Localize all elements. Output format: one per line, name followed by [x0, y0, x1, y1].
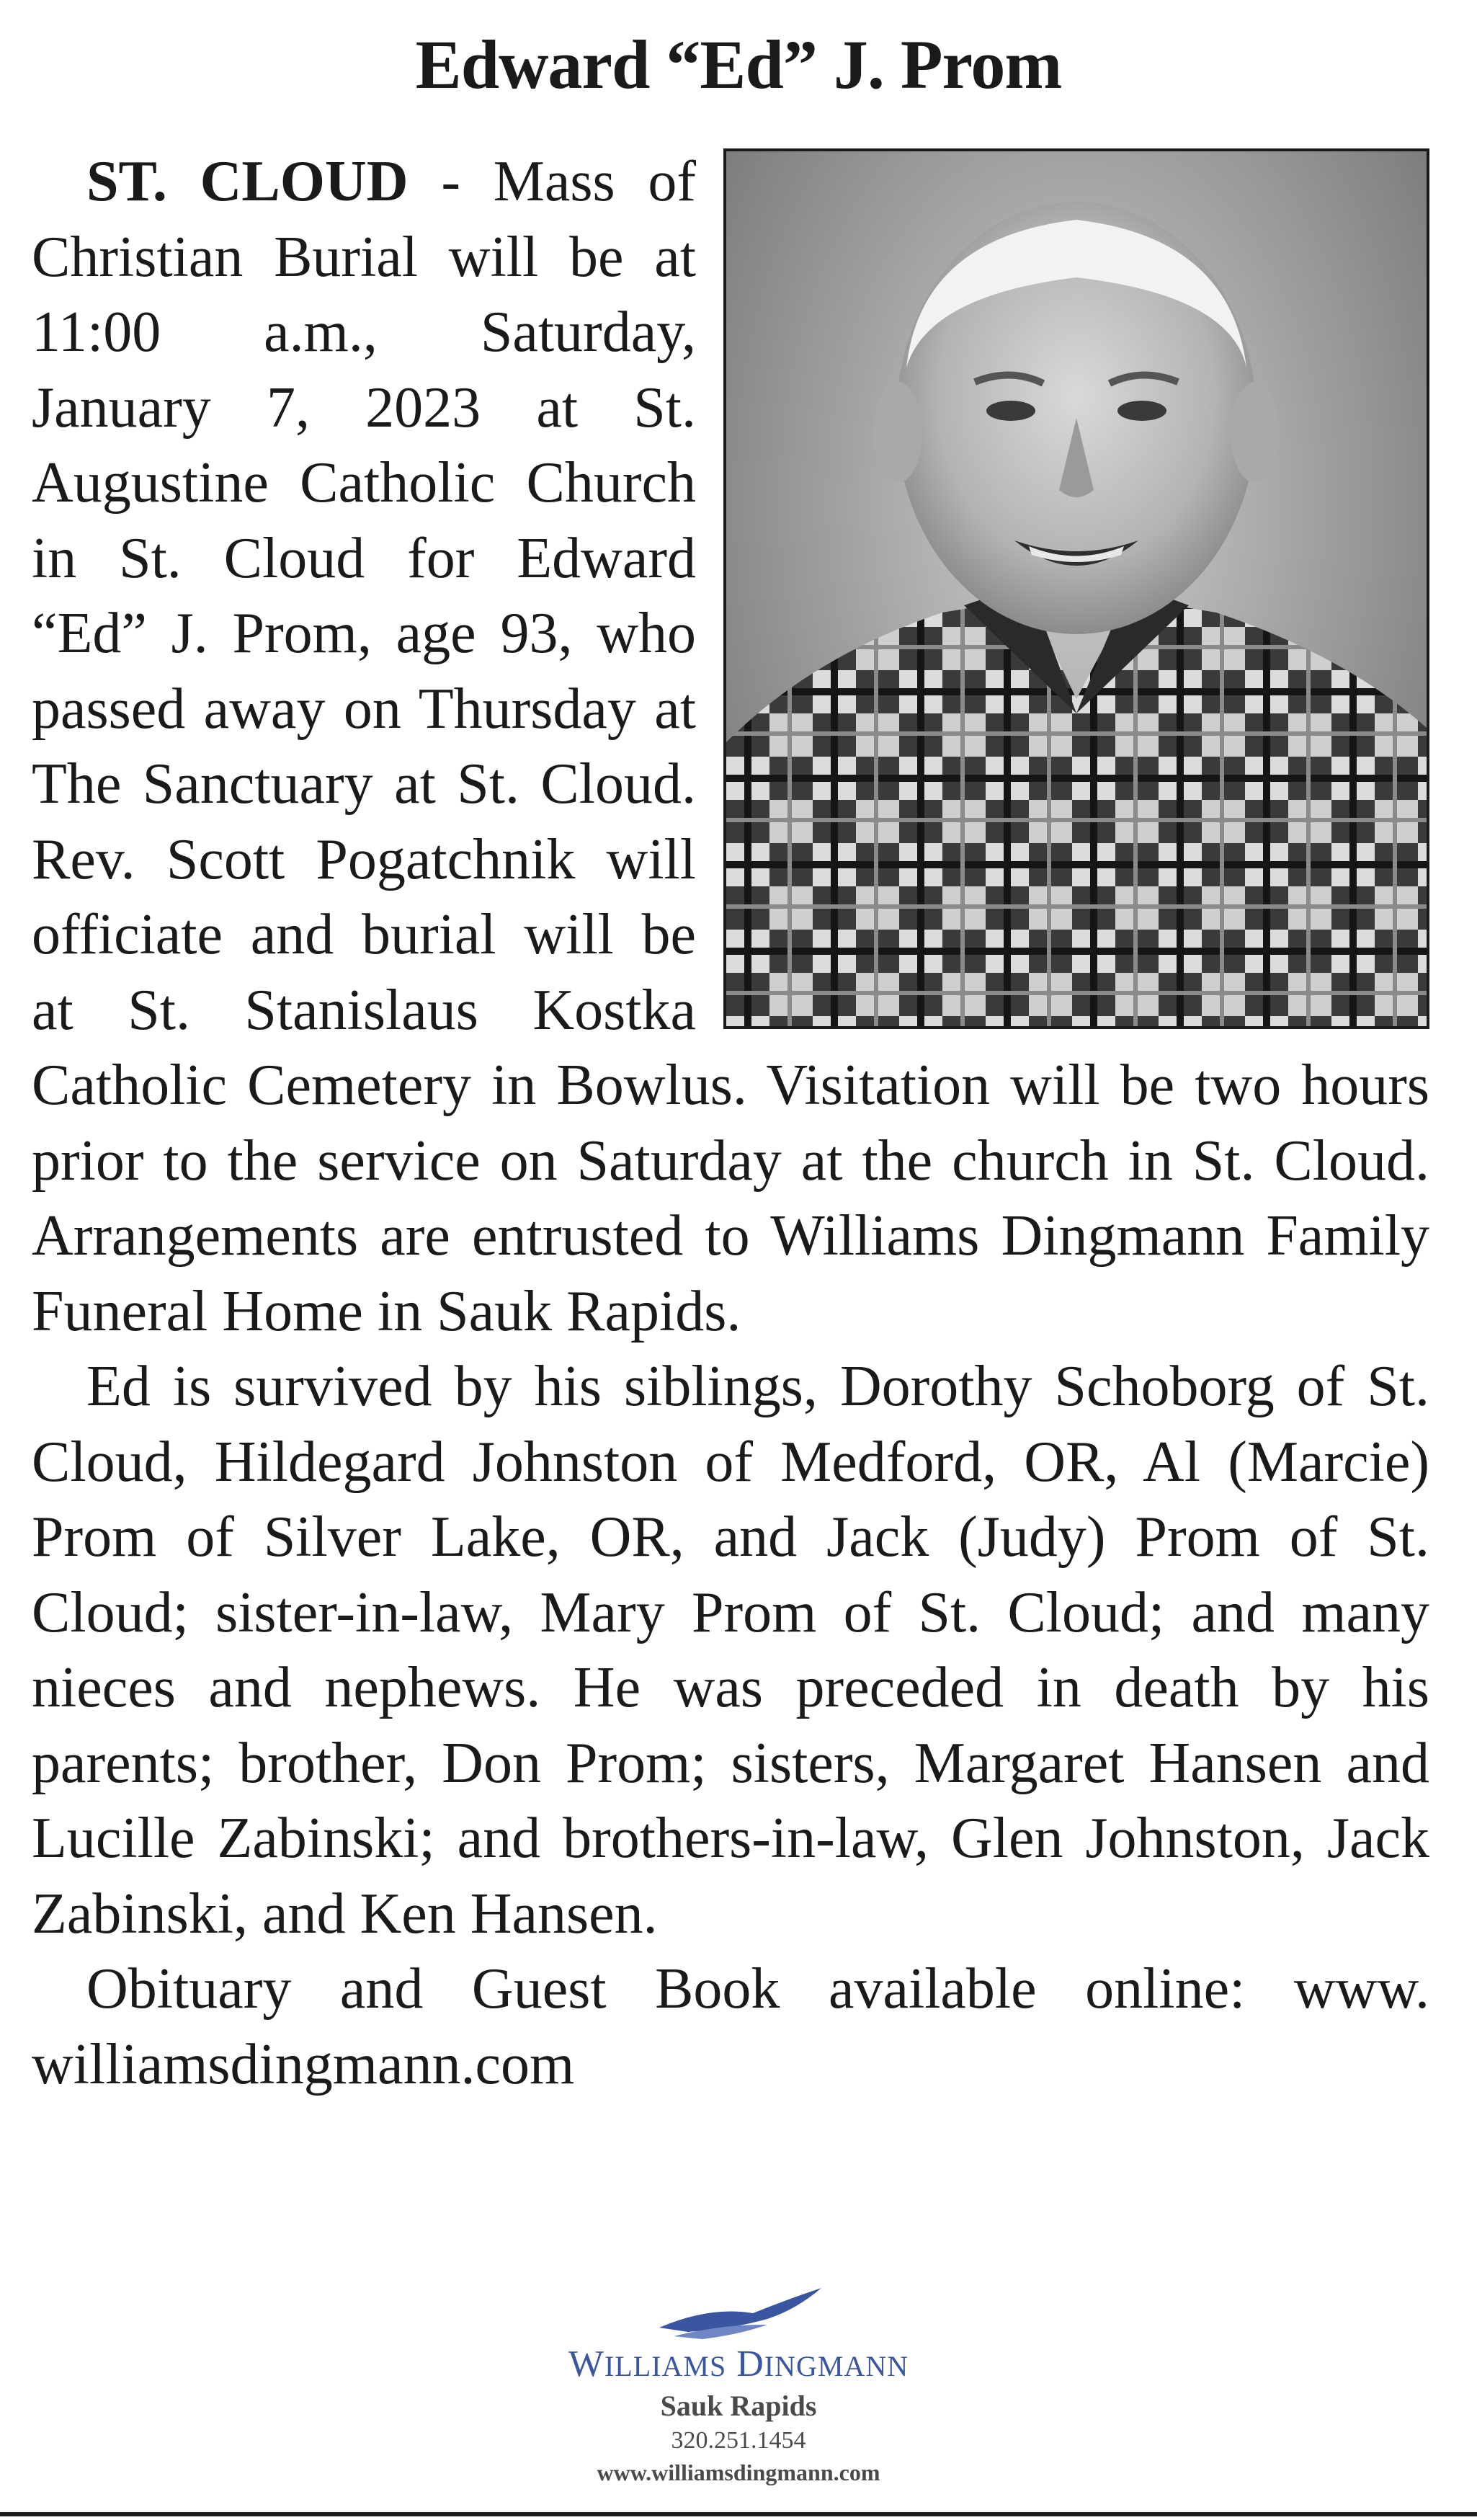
name-second-rest: INGMANN [764, 2350, 909, 2382]
obituary-paragraph-2: Ed is survived by his siblings, Dorothy Schoborg of St. Cloud, Hildegard Johnston of Medford, OR, Al (Marcie) Prom of Silver Lake, OR, and Jack (Judy) Prom of St. Cloud; sister-in-law, Mary Prom of St. Cloud; and many nieces and nephews. He was preceded in death by his parents; brother, Don Prom; sisters, Margaret Hansen and Lucille Zabinski; and brothers-in-law, Glen Johnston, Jack Zabinski, and Ken Hansen. [32, 1355, 1429, 1946]
funeral-home-name [0, 2343, 1477, 2387]
paragraph-1-text: - Mass of Christian Burial will be at 11:00 a.m., Saturday, January 7, 2023 at St. Augustine Catholic Church in St. Cloud for Edward “Ed” J. Prom, age 93, who passed away on Thursday at The Sanctuary at St. Cloud. Rev. Scott Pogatchnik will officiate and burial will be at St. Stanislaus Kostka Catholic Cemetery in Bowlus. Visitation will be two hours prior to the service on Saturday at the church in St. Cloud. Arrangements are entrusted to Williams Dingmann Family Funeral Home in Sauk Rapids. [32, 150, 1429, 1343]
dove-wing-icon [645, 2284, 832, 2342]
obituary-paragraph-3: Obituary and Guest Book available online: www. williamsdingmann.com [32, 1957, 1429, 2096]
name-first-initial: W [568, 2343, 604, 2385]
funeral-home-phone: 320.251.1454 [671, 2427, 806, 2454]
portrait-photo [723, 148, 1429, 1029]
dateline: ST. CLOUD [86, 150, 409, 213]
name-second-initial: D [736, 2343, 764, 2385]
obituary-title: Edward “Ed” J. Prom [415, 26, 1062, 103]
funeral-home-city: Sauk Rapids [660, 2390, 817, 2422]
funeral-home-logo [0, 2284, 1477, 2488]
funeral-home-website: www.williamsdingmann.com [597, 2459, 880, 2485]
portrait-photo-container [723, 148, 1429, 1029]
obituary-body [32, 144, 1429, 2102]
name-first-rest: ILLIAMS [604, 2350, 727, 2382]
bottom-rule [0, 2512, 1477, 2516]
